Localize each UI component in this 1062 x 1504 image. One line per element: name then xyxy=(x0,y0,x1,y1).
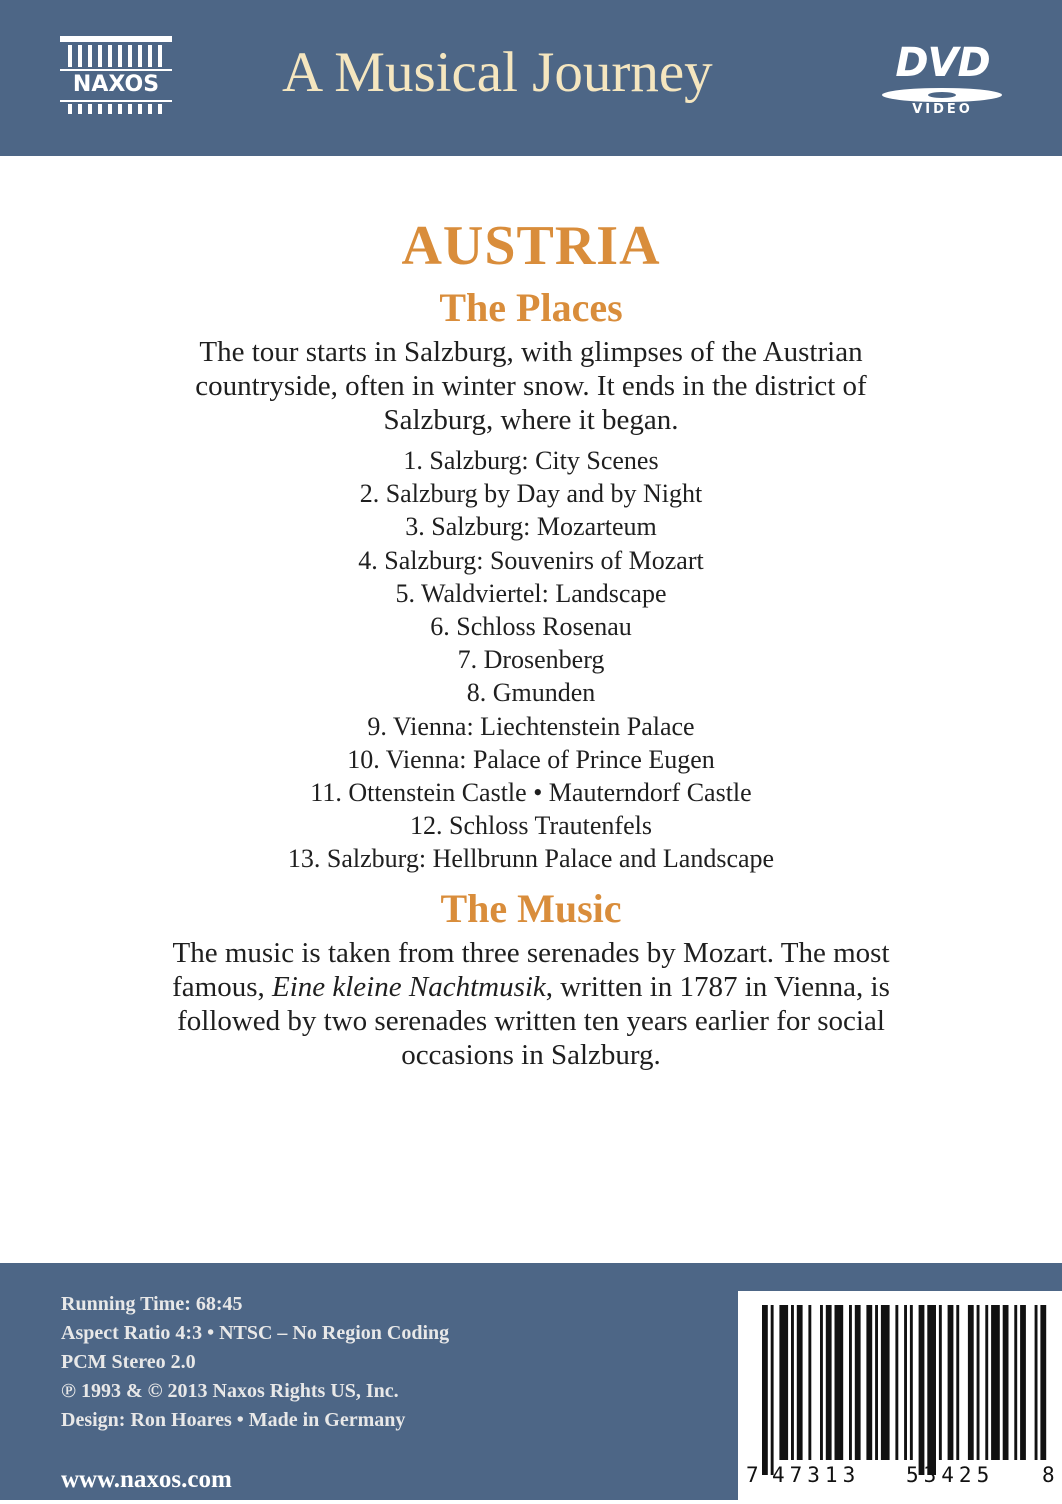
aspect-ratio: Aspect Ratio 4:3 • NTSC – No Region Coding xyxy=(61,1322,450,1344)
barcode-bar xyxy=(991,1305,1000,1460)
barcode-bar xyxy=(904,1305,907,1460)
barcode-bar xyxy=(1035,1305,1038,1460)
music-line: occasions in Salzburg. xyxy=(401,1039,661,1071)
place-item: 8. Gmunden xyxy=(466,678,596,708)
places-intro-line: The tour starts in Salzburg, with glimpses of the Austrian xyxy=(199,336,863,368)
barcode-bar xyxy=(910,1305,913,1460)
barcode-bar xyxy=(1014,1305,1017,1460)
naxos-logo xyxy=(60,36,172,114)
website-url[interactable]: www.naxos.com xyxy=(61,1466,232,1493)
barcode-bar xyxy=(808,1305,811,1460)
barcode-bar xyxy=(835,1305,844,1460)
footer-band xyxy=(0,1263,1062,1500)
barcode-bar xyxy=(956,1305,959,1460)
barcode-bar xyxy=(948,1305,954,1460)
place-item: 2. Salzburg by Day and by Night xyxy=(359,479,703,509)
music-line: followed by two serenades written ten years earlier for social xyxy=(177,1005,885,1037)
barcode-bar xyxy=(968,1305,974,1460)
place-item: 4. Salzburg: Souvenirs of Mozart xyxy=(358,545,704,575)
barcode-bar xyxy=(875,1305,878,1460)
dvd-video-logo xyxy=(880,40,1005,120)
place-item: 6. Schloss Rosenau xyxy=(430,612,632,642)
design-credit: Design: Ron Hoares • Made in Germany xyxy=(61,1409,406,1431)
places-list xyxy=(0,444,1062,876)
places-intro xyxy=(0,335,1062,437)
places-heading: The Places xyxy=(439,285,623,330)
barcode-bar xyxy=(826,1305,832,1460)
copyright: ℗ 1993 & © 2013 Naxos Rights US, Inc. xyxy=(61,1380,399,1402)
barcode-bar xyxy=(762,1305,768,1475)
barcode-bar xyxy=(1040,1305,1046,1460)
place-item: 5. Waldviertel: Landscape xyxy=(395,578,667,608)
barcode-digit-last: 8 xyxy=(1042,1463,1055,1487)
barcode-bar xyxy=(797,1305,803,1460)
barcode-bar xyxy=(820,1305,823,1460)
dvd-video-subtext: VIDEO xyxy=(912,102,973,117)
barcode-bar xyxy=(1020,1305,1026,1460)
barcode-digit-first: 7 xyxy=(746,1463,759,1487)
place-item: 7. Drosenberg xyxy=(457,645,605,675)
header-band xyxy=(0,0,1062,156)
naxos-logo-text: NAXOS xyxy=(72,72,160,97)
place-item: 9. Vienna: Liechtenstein Palace xyxy=(367,711,695,741)
barcode-bar xyxy=(939,1305,942,1460)
music-text-fragment: , written in 1787 in Vienna, is xyxy=(545,971,890,1003)
place-item: 12. Schloss Trautenfels xyxy=(410,811,652,841)
music-heading: The Music xyxy=(440,886,622,931)
barcode-bar xyxy=(985,1305,988,1460)
music-line: The music is taken from three serenades by Mozart. The most xyxy=(172,937,890,969)
barcode-bar xyxy=(849,1305,852,1460)
places-intro-line: countryside, often in winter snow. It ends in the district of xyxy=(195,370,867,402)
place-item: 13. Salzburg: Hellbrunn Palace and Landscape xyxy=(287,844,775,874)
music-line xyxy=(0,970,1062,1004)
place-item: 10. Vienna: Palace of Prince Eugen xyxy=(347,744,715,774)
barcode-bar xyxy=(927,1305,936,1475)
barcode-bar xyxy=(779,1305,788,1460)
audio-format: PCM Stereo 2.0 xyxy=(61,1351,196,1373)
places-intro-line: Salzburg, where it began. xyxy=(383,404,679,436)
barcode-bar xyxy=(881,1305,890,1460)
barcode-bar xyxy=(855,1305,861,1460)
barcode xyxy=(738,1291,1062,1500)
product-info xyxy=(61,1290,449,1435)
barcode-bar xyxy=(977,1305,980,1460)
barcode-bar xyxy=(919,1305,925,1475)
barcode-bar xyxy=(1003,1305,1009,1460)
barcode-bar xyxy=(895,1305,898,1460)
main-content xyxy=(0,156,1062,1263)
music-work-title: Eine kleine Nachtmusik xyxy=(271,971,546,1003)
dvd-logo-text: DVD xyxy=(895,40,990,86)
barcode-bar xyxy=(866,1305,872,1460)
country-title: AUSTRIA xyxy=(401,215,661,277)
barcode-bar xyxy=(791,1305,794,1460)
place-item: 11. Ottenstein Castle • Mauterndorf Castle xyxy=(310,778,752,808)
music-text-fragment: famous, xyxy=(172,971,272,1003)
place-item: 1. Salzburg: City Scenes xyxy=(403,446,659,475)
music-description xyxy=(0,936,1062,1072)
barcode-bar xyxy=(771,1305,774,1475)
barcode-digits-left: 47313 xyxy=(772,1463,861,1487)
running-time: Running Time: 68:45 xyxy=(61,1293,243,1315)
barcode-digits-right: 53425 xyxy=(906,1463,995,1487)
series-title: A Musical Journey xyxy=(282,41,713,104)
place-item: 3. Salzburg: Mozarteum xyxy=(405,512,657,542)
